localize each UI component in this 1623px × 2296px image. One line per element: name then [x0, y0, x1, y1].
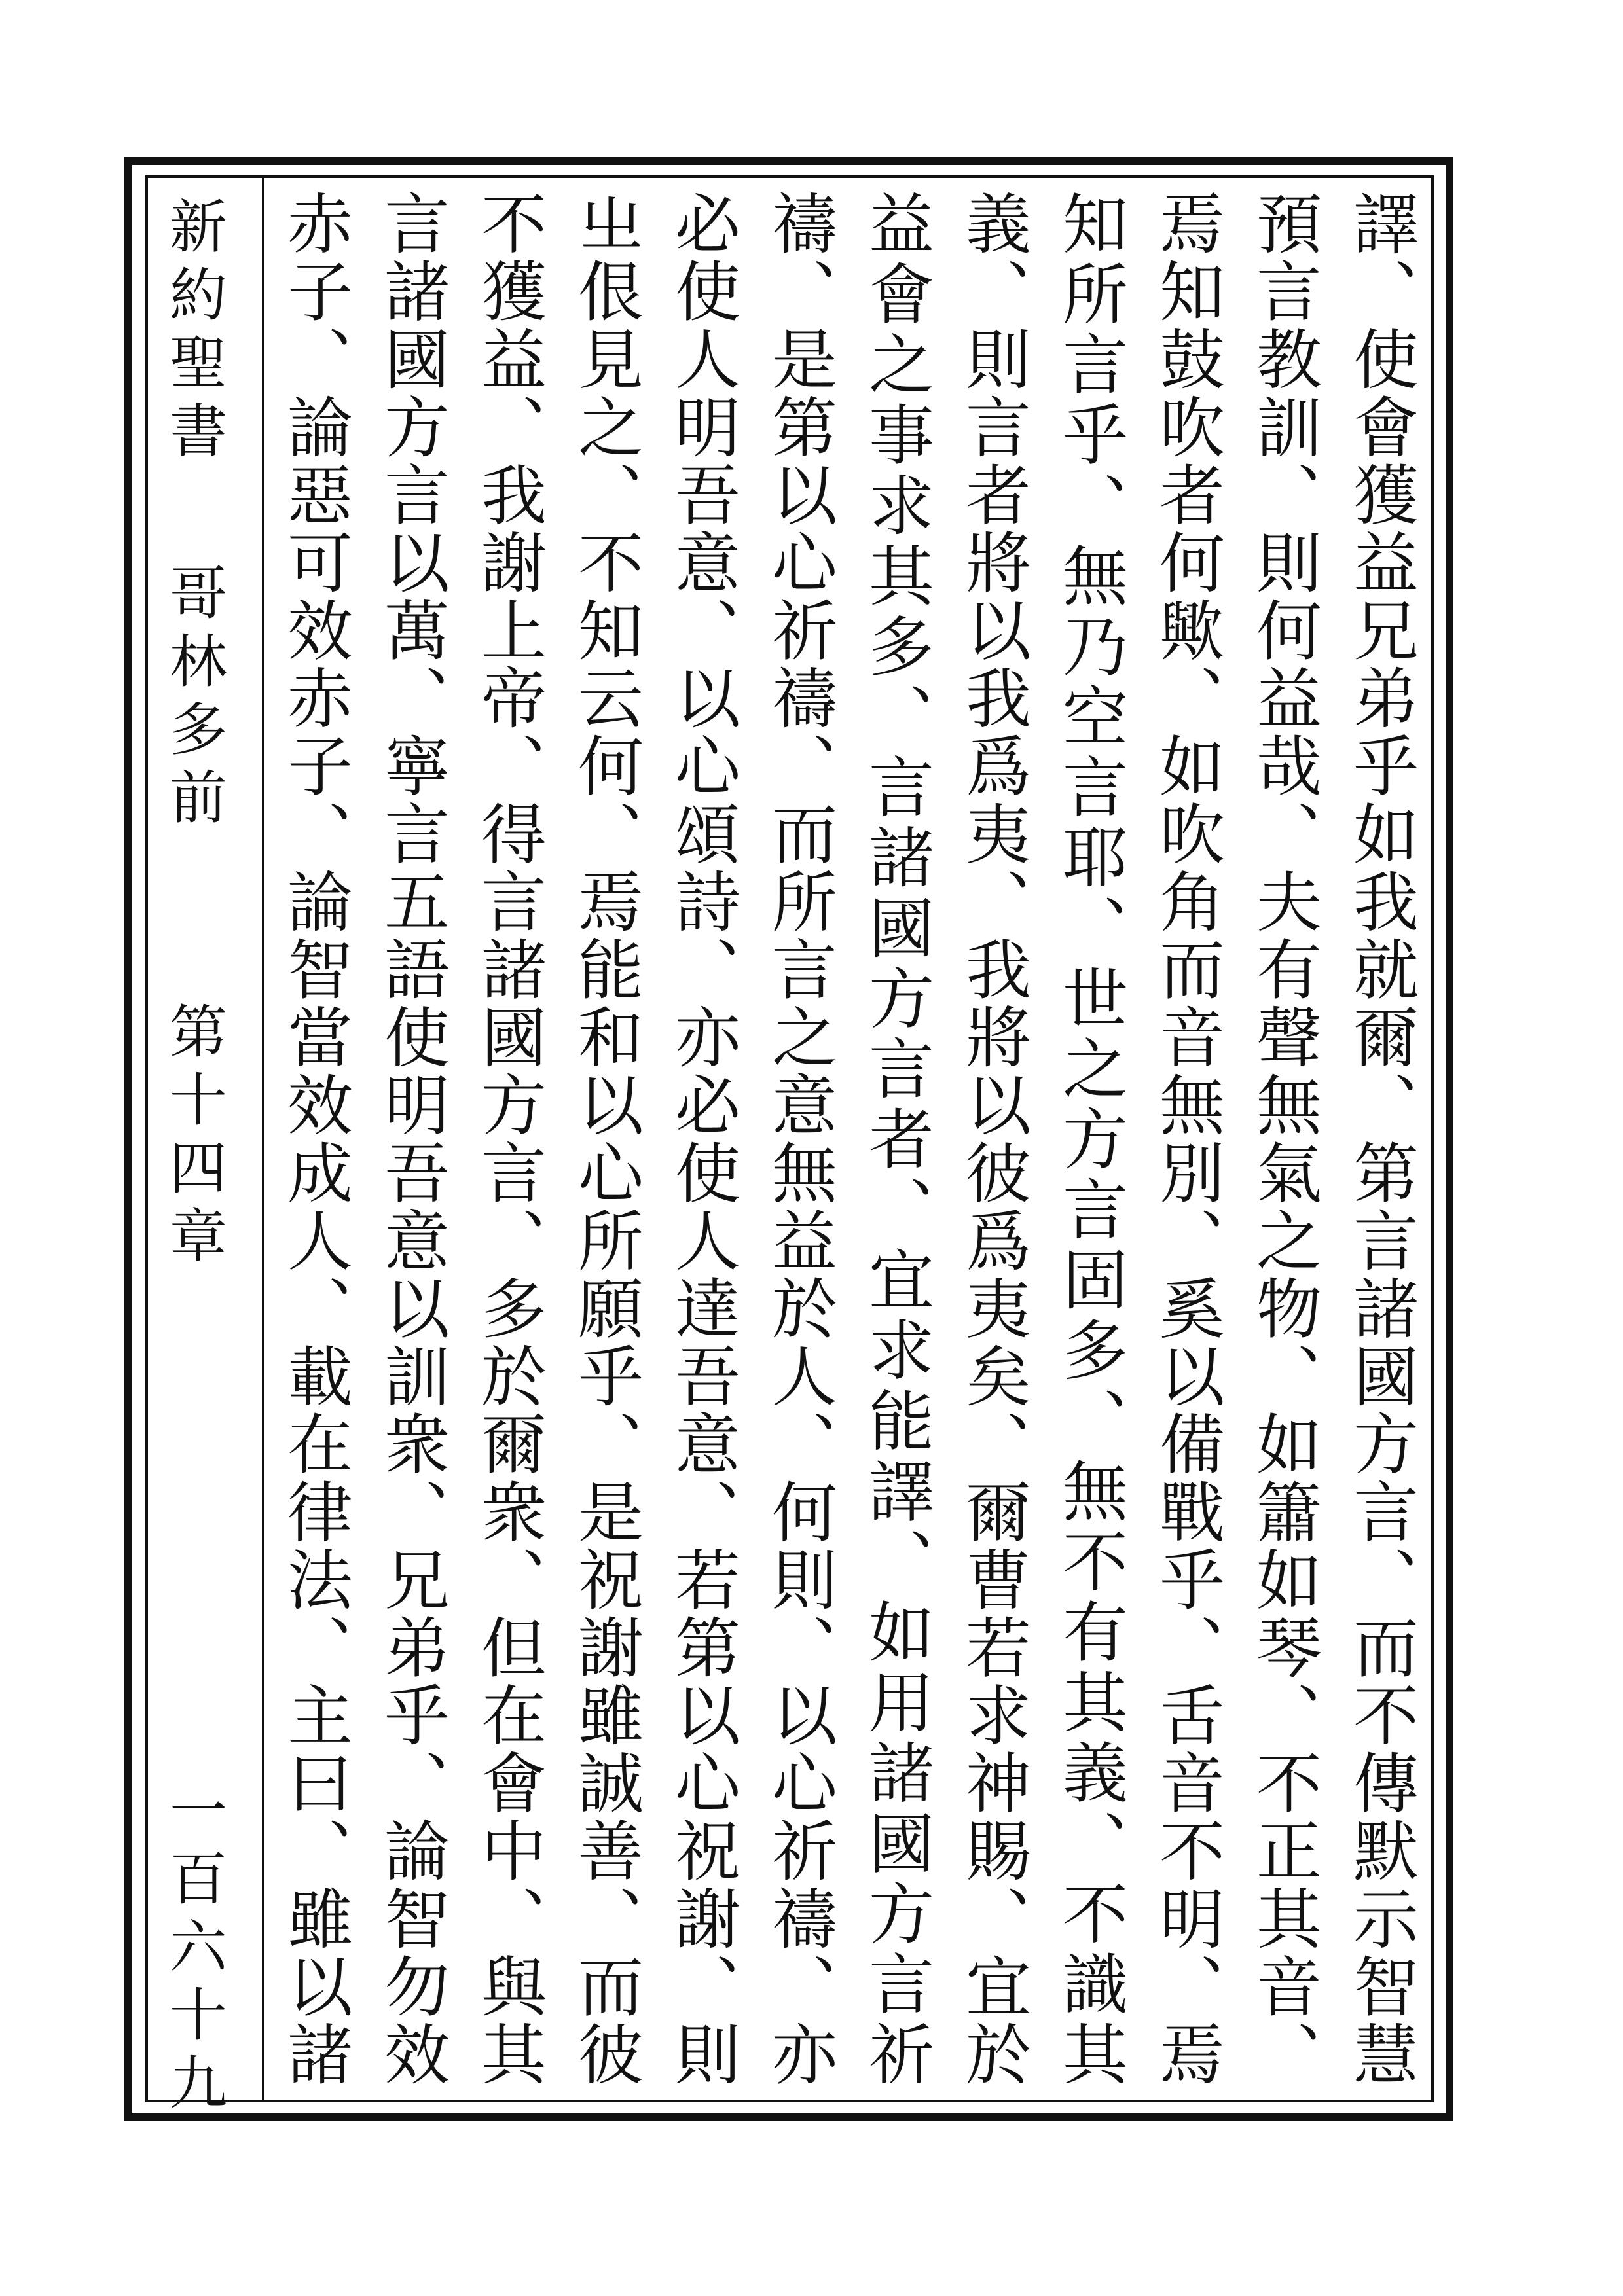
book-title: 新約聖書: [160, 196, 228, 469]
margin-divider: [262, 175, 264, 2102]
chapter-label: 第十四章: [160, 1001, 228, 1274]
page-number: 一百六十九: [160, 1780, 228, 2121]
body-text: 譯、使會獲益兄弟乎如我就爾、第言諸國方言、而不傳默示智慧預言教訓、則何益哉、夫有聲無氣之物、如簫如琴、不正其音、焉知鼓吹者何歟、如吹角而音無別、奚以備戰乎、舌音不明、焉知所言乎、無乃空言耶、世之方言固多、無不有其義、不識其義、則言者將以我爲夷、我將以彼爲夷矣、爾曹若求神賜、宜於益會之事求其多、言諸國方言者、宜求能譯、如用諸國方言祈禱、是第以心祈禱、而所言之意無益於人、何則、以心祈禱、亦必使人明吾意、以心頌詩、亦必使人達吾意、若第以心祝謝、則㞢佷見之、不知云何、焉能和以心所願乎、是祝謝雖誠善、而彼不獲益、我謝上帝、得言諸國方言、多於爾衆、但在會中、與其言諸國方言以萬、寧言五語使明吾意以訓衆、兄弟乎、論智勿效赤子、論惡可效赤子、論智當效成人、載在律法、主曰、雖以諸: [276, 190, 1419, 2088]
book-name: 哥林多前: [160, 563, 228, 835]
running-header: [151, 196, 259, 2121]
